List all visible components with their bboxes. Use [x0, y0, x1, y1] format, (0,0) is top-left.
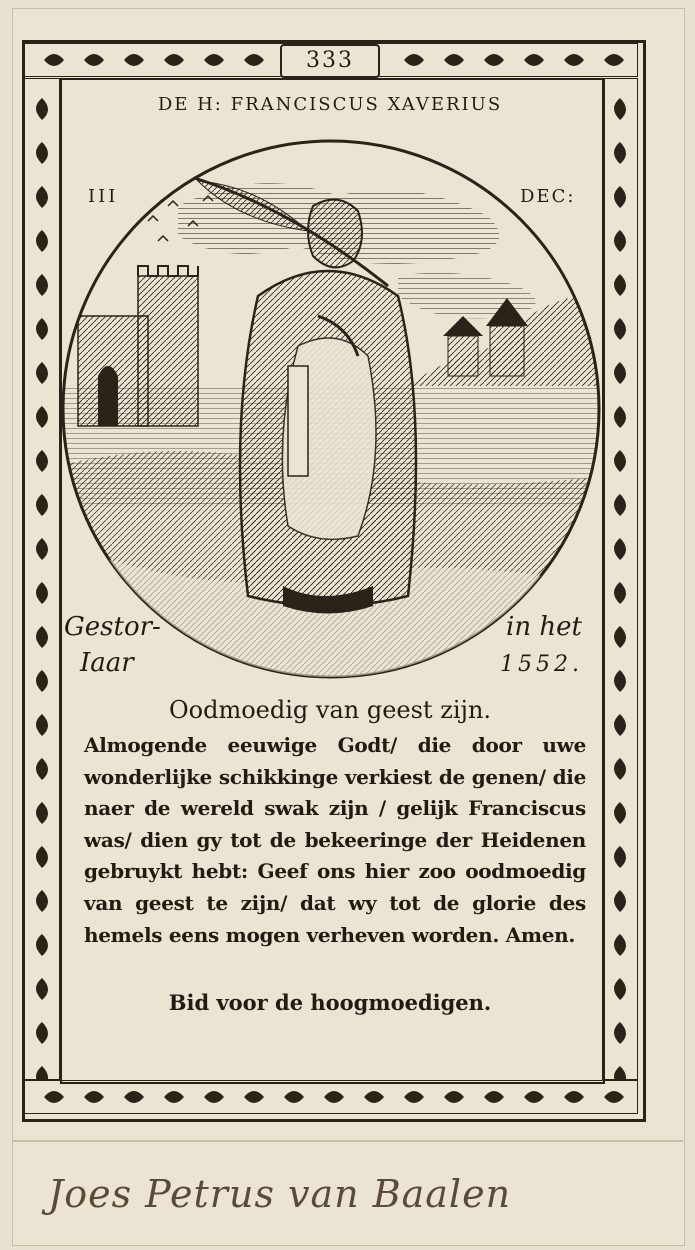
year-label: Iaar — [80, 648, 134, 678]
death-label-right: in het — [506, 612, 582, 642]
death-label-left: Gestor- — [64, 612, 161, 642]
page-number: 333 — [280, 44, 380, 78]
feast-day: III — [88, 186, 119, 207]
saint-title: DE H: FRANCISCUS XAVERIUS — [157, 94, 503, 115]
paper-edge — [12, 1140, 683, 1142]
prayer-heading: Oodmoedig van geest zijn. — [168, 696, 492, 724]
prayer-text: Almogende eeuwige Godt/ die door uwe wonderlijke schikkinge verkiest de genen/ die naer de wereld swak zijn / gelijk Franciscus was/ dien gy tot de bekeeringe der Heidenen gebruykt hebt: Geef ons hier zoo oodmoedig van geest te zijn/ dat wy tot de glorie des hemels eens mogen verheven worden. Amen. — [84, 733, 586, 947]
handwritten-signature: Joes Petrus van Baalen — [48, 1172, 512, 1216]
death-year: 1552. — [500, 652, 583, 677]
closing-line: Bid voor de hoogmoedigen. — [168, 990, 492, 1015]
saint-engraving — [58, 136, 604, 682]
feast-month: DEC: — [520, 186, 576, 207]
